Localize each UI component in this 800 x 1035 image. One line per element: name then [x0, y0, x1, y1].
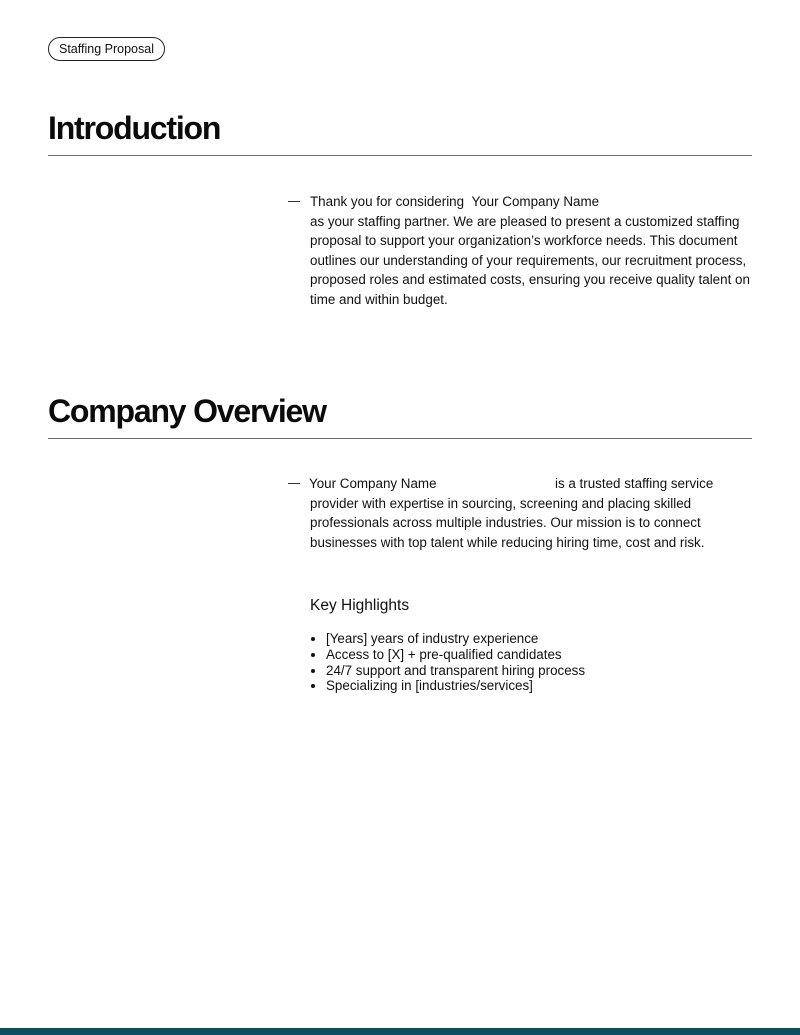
key-highlights-list [310, 631, 585, 694]
key-highlights-title: Key Highlights [310, 597, 410, 614]
introduction-paragraph [310, 192, 755, 310]
introduction-divider [48, 155, 752, 156]
footer-bar [0, 1028, 800, 1035]
introduction-body: as your staffing partner. We are pleased to present a customized staffing proposal to support your organization’s workforce needs. This document outlines our understanding of your requirements, our recruitment process, proposed roles and estimated costs, ensuring you receive quality talent on time and within budget. [310, 213, 750, 307]
introduction-company-name: Your Company Name [471, 194, 600, 209]
company-overview-heading: Company Overview [48, 393, 326, 429]
company-overview-company-name: Your Company Name [309, 476, 437, 491]
company-overview-body: is a trusted staffing service provider with expertise in sourcing, screening and placing skilled professionals across multiple industries. Our mission is to connect businesses with top talent while reducing hiring time, cost and risk. [310, 476, 714, 550]
highlight-item: • Specializing in [industries/services] [326, 678, 585, 694]
introduction-dash-marker [288, 201, 300, 202]
highlight-item: • Access to [X] + pre-qualified candidates [326, 647, 585, 663]
company-overview-paragraph [310, 474, 755, 552]
introduction-heading: Introduction [48, 110, 221, 146]
company-overview-dash-marker [288, 483, 300, 484]
introduction-prefix: Thank you for considering [310, 194, 465, 209]
company-overview-divider [48, 438, 752, 439]
highlight-item: • 24/7 support and transparent hiring process [326, 663, 585, 679]
document-tag: Staffing Proposal [48, 37, 165, 61]
highlight-item: • [Years] years of industry experience [326, 631, 585, 647]
